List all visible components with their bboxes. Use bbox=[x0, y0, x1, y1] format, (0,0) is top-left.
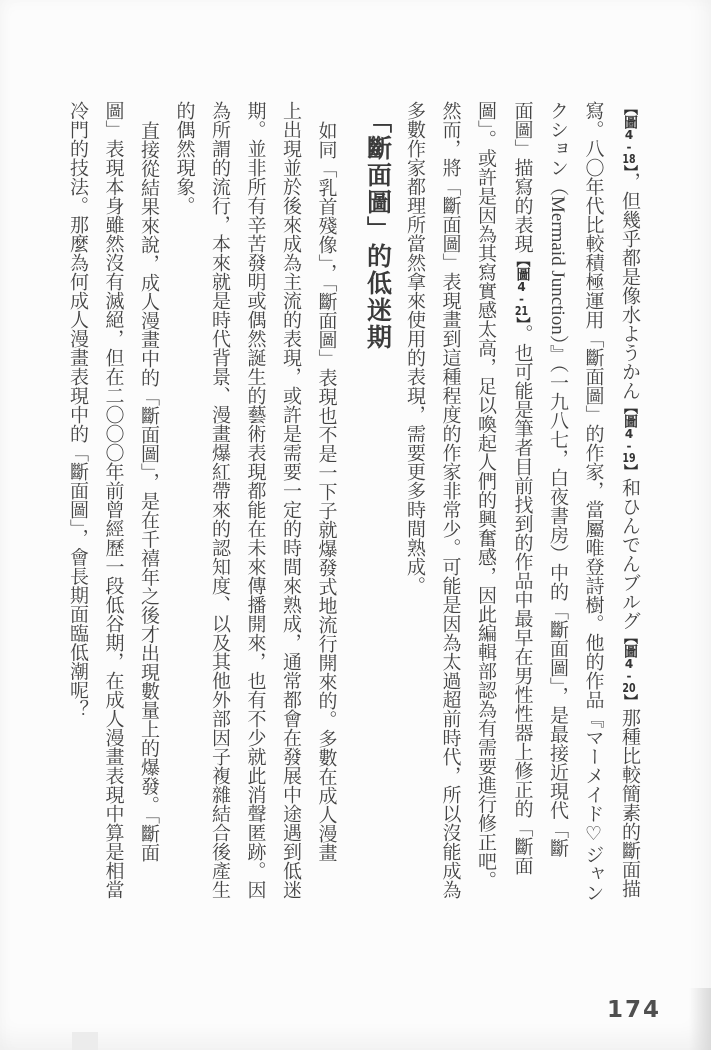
text-column: 多數作家都理所當然拿來使用的表現，需要更多時間熟成。 bbox=[404, 101, 425, 595]
figure-ref-dash: - bbox=[626, 440, 632, 452]
figure-ref-dash: - bbox=[626, 670, 632, 682]
figure-ref-dash: - bbox=[519, 293, 524, 305]
figure-ref: 【圖4-21】 bbox=[514, 253, 530, 324]
page-number: 174 bbox=[607, 997, 662, 1023]
figure-ref-number: 21 bbox=[514, 305, 529, 317]
figure-ref-number: 4 bbox=[517, 281, 526, 293]
text-column: 為所謂的流行，本來就是時代背景、漫畫爆紅帶來的認知度、以及其他外部因子複雜結合後產生 bbox=[209, 101, 230, 899]
text-column: 圖」表現本身雖然沒有滅絕，但在二〇〇〇年前曾經歷一段低谷期，在成人漫畫表現中算是相當 bbox=[102, 101, 124, 899]
figure-ref-number: 4 bbox=[624, 129, 634, 141]
text-column: 寫。八〇年代比較積極運用「斷面圖」的作家，當屬唯登詩樹。他的作品『マーメイド♡ジャン bbox=[582, 101, 604, 902]
figure-ref-number: 4 bbox=[624, 428, 634, 440]
text-column: 面圖」描寫的表現【圖4-21】。也可能是筆者目前找到的作品中最早在男性性器上修正的「斷面 bbox=[511, 101, 533, 875]
article-body bbox=[60, 101, 648, 925]
text-column: 期。並非所有辛苦發明或偶然誕生的藝術表現都能在未來傳播開來，也有不少就此消聲匿跡。因 bbox=[244, 101, 266, 899]
figure-ref: 【圖4-20】 bbox=[622, 630, 637, 708]
figure-ref-number: 18 bbox=[622, 153, 636, 165]
text-column: 上出現並於後來成為主流的表現，或許是需要一定的時間來熟成，通常都會在發展中途遇到低迷 bbox=[280, 101, 301, 899]
figure-ref: 【圖4-18】 bbox=[622, 101, 637, 172]
section-heading: 「斷面圖」的低迷期 bbox=[363, 108, 391, 351]
text-column: 冷門的技法。那麼為何成人漫畫表現中的「斷面圖」，會長期面臨低潮呢？ bbox=[67, 101, 88, 719]
scan-shadow-bottom-right bbox=[689, 988, 711, 1050]
figure-ref-dash: - bbox=[626, 141, 632, 153]
figure-ref-number: 20 bbox=[622, 682, 636, 694]
figure-ref: 【圖4-19】 bbox=[622, 400, 637, 478]
text-column: 【圖4-18】，但幾乎都是像水ようかん【圖4-19】和ひんでんブルグ【圖4-20】那種比較簡素的斷面描 bbox=[619, 101, 640, 898]
text-column: 然而，將「斷面圖」表現畫到這種程度的作家非常少。可能是因為太過超前時代，所以沒能成為 bbox=[439, 101, 461, 899]
text-column: 如同「乳首殘像」，「斷面圖」表現也不是一下子就爆發式地流行開來的。多數在成人漫畫 bbox=[315, 121, 337, 862]
figure-ref-number: 4 bbox=[624, 658, 634, 670]
figure-ref-number: 19 bbox=[622, 452, 636, 464]
text-column: クション（Mermaid Junction）』（一九八七，白夜書房）中的「斷面圖」，是最接近現代「斷 bbox=[547, 101, 568, 858]
scan-shadow-bottom-left bbox=[72, 1032, 98, 1050]
text-column: 直接從結果來說，成人漫畫中的「斷面圖」，是在千禧年之後才出現數量上的爆發。「斷面 bbox=[138, 121, 159, 862]
text-column: 圖」。或許是因為其寫實感太高，足以喚起人們的興奮感，因此編輯部認為有需要進行修正吧。 bbox=[475, 101, 496, 890]
text-column: 的偶然現象。 bbox=[173, 101, 195, 215]
